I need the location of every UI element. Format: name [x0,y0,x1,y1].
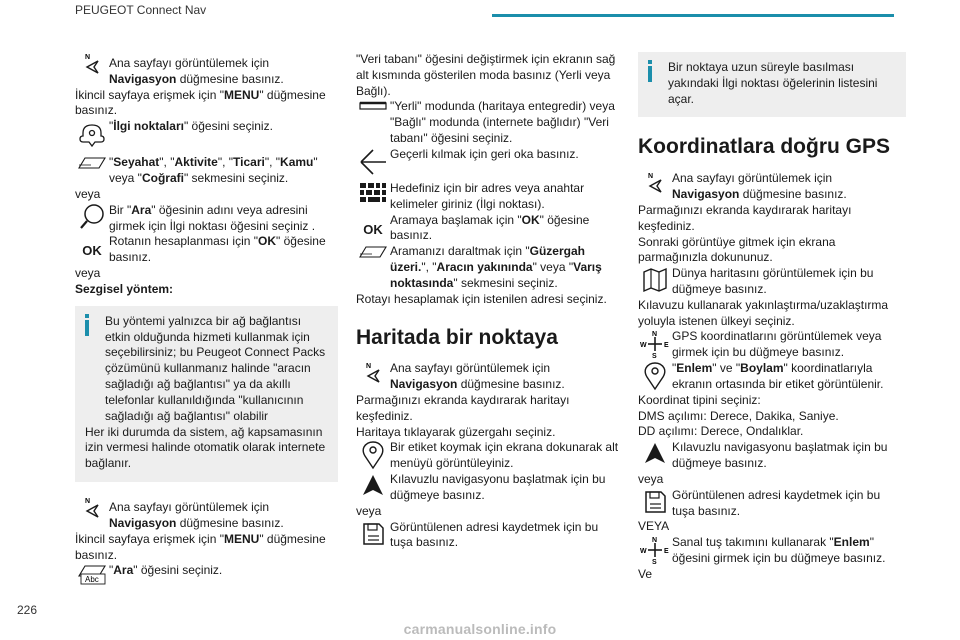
svg-text:W: W [640,342,647,350]
keyboard-icon [356,181,390,211]
save-icon [638,488,672,518]
instruction-row: Aramanızı daraltmak için "Güzergah üzeri.", "Aracın yakınında" veya "Varış noktasında" sekmesini seçiniz. [356,244,620,291]
section-title: Haritada bir noktaya [356,325,558,349]
instruction-row: Hedefiniz için bir adres veya anahtar kelimeler giriniz (İlgi noktası). [356,181,620,213]
map-icon [638,266,672,296]
nav-arrow-icon [638,171,672,201]
info-note: Bu yöntemi yalnızca bir ağ bağlantısı etkin olduğunda hizmeti kullanmak için seçebilirsiniz; bu Peugeot Connect Packs çözümünü kullanmanız halinde "aracın sağladığı ağ bağlantısı" ya da akıllı telefonlar kullanıldığında "kullanıcının sağladığı ağ bağlantısı" olabilir Her iki durumda da sistem, ağ kapsamasının izin vermesi halinde otomatik olarak internete bağlanır. [75,306,338,482]
svg-text:E: E [664,342,669,350]
svg-text:N: N [85,498,91,506]
instruction-row: OK Aramaya başlamak için "OK" öğesine basınız. [356,213,620,245]
search-icon [75,203,109,233]
instruction-row: Görüntülenen adresi kaydetmek için bu tuşa basınız. [638,488,906,520]
nav-arrow-icon [75,52,109,82]
svg-text:W: W [640,548,647,556]
instruction-row: N Ana sayfayı görüntülemek için Navigasyon düğmesine basınız. [75,52,338,88]
compass-icon [638,535,672,565]
navigate-icon [356,472,390,502]
map-pin-icon [356,440,390,470]
instruction-row: N Ana sayfayı görüntülemek için Navigasyon düğmesine basınız. [75,496,338,532]
header-rule [492,14,894,17]
instruction-row: Abc "Ara" öğesini seçiniz. [75,563,338,593]
navigate-icon [638,440,672,470]
column-2: "Veri tabanı" öğesini değiştirmek için ekranın sağ alt kısmında gösterilen moda basınız (Yerli veya Bağlı). "Yerli" modunda (haritaya entegredir) veya "Bağlı" modunda (internete bağlıdır) "Veri tabanı" öğesini seçiniz. Geçerli kılmak için geri oka basınız. Hedefiniz için bir adres veya anahtar kelimeler giriniz (İlgi noktası). OK Aramaya başlamak için "OK" öğesine basınız. Aramanızı daraltmak için "Güzergah üzeri.", "Aracın yakınında" veya "Varış noktasında" sekmesini seçiniz. Rotayı hesaplamak için istenilen adresi seçiniz. Haritada bir noktaya N Ana sayfayı görüntülemek için Navigasyon düğmesine basınız. Parmağınızı ekranda kaydırarak haritayı keşfediniz. Haritaya tıklayarak güzergahı seçiniz. Bir etiket koymak için ekrana dokunarak alt menüyü görüntüleyiniz. Kılavuzlu navigasyonu başlatmak için bu düğmeye basınız. veya Görüntülenen adresi kaydetmek için bu tuşa basınız. [356,52,619,550]
instruction-row: N S W E Sanal tuş takımını kullanarak "Enlem" öğesini girmek için bu düğmeye basınız. [640,535,886,566]
instruction-row: N S W E GPS koordinatlarını görüntülemek veya girmek için bu düğmeye basınız. [640,329,882,360]
instruction-row: "İlgi noktaları" öğesini seçiniz. [75,119,338,149]
svg-text:N: N [652,331,658,339]
instruction-row: Bir etiket koymak için ekrana dokunarak alt menüyü görüntüleyiniz. [356,440,620,472]
instruction-row: Görüntülenen adresi kaydetmek için bu tuşa basınız. [356,520,620,552]
category-tab-icon [356,244,390,274]
instruction-row: Geçerli kılmak için geri oka basınız. [356,147,620,177]
instruction-row: "Yerli" modunda (haritaya entegredir) veya "Bağlı" modunda (internete bağlıdır) "Veri tabanı" öğesini seçiniz. [356,99,620,146]
save-icon [356,520,390,550]
svg-text:Abc: Abc [85,575,99,585]
instruction-row: "Seyahat", "Aktivite", "Ticari", "Kamu" veya "Coğrafi" sekmesini seçiniz. [75,155,338,187]
map-pin-icon [638,361,672,391]
nav-arrow-icon [75,496,109,526]
column-3: Bir noktaya uzun süreyle basılması yakındaki İlgi noktası öğelerinin listesini açar. Koordinatlara doğru GPS N Ana sayfayı görüntülemek için Navigasyon düğmesine basınız. Parmağınızı ekranda kaydırarak haritayı keşfediniz. Sonraki görüntüye gitmek için ekrana parmağınızla dokununuz. Dünya haritasını görüntülemek için bu düğmeye basınız. Kılavuzu kullanarak yakınlaştırma/uzaklaştırma yoluyla istenen ülkeyi seçiniz. N S W E GPS koordinatlarını görüntülemek veya girmek için bu düğmeye basınız. "Enlem" ve "Boylam" koordinatlarıyla ekranın ortasında bir etiket görüntülenir. Koordinat tipini seçiniz: DMS açılımı: Derece, Dakika, Saniye. DD açılımı: Derece, Ondalıklar. Kılavuzlu navigasyonu başlatmak için bu düğmeye basınız. veya Görüntülenen adresi kaydetmek için bu tuşa basınız. VEYA N S W E Sanal tuş takımını kullanarak "Enlem" öğesini girmek için bu düğmeye basınız. Ve [638,52,906,583]
poi-icon [75,119,109,149]
svg-text:S: S [652,353,657,360]
page-number: 226 [17,603,38,617]
watermark: carmanualsonline.info [403,620,557,637]
compass-icon [638,329,672,359]
instruction-row: N Ana sayfayı görüntülemek için Navigasyon düğmesine basınız. [356,361,620,393]
instruction-row: N Ana sayfayı görüntülemek için Navigasyon düğmesine basınız. [638,171,906,203]
column-1: N Ana sayfayı görüntülemek için Navigasyon düğmesine basınız. İkincil sayfaya erişmek için "MENU" düğmesine basınız. "İlgi noktaları" öğesini seçiniz. "Seyahat", "Aktivite", "Ticari", "Kamu" veya "Coğrafi" sekmesini seçiniz. veya Bir "Ara" öğesinin adını veya adresini girmek için İlgi noktası öğesini seçiniz . OK Rotanın hesaplanması için "OK" öğesine basınız. veya Sezgisel yöntem: Bu yöntemi yalnızca bir ağ bağlantısı etkin olduğunda hizmeti kullanmak için seçebilirsiniz; bu Peugeot Connect Packs çözümünü kullanmanız halinde "aracın sağladığı ağ bağlantısı" ya da akıllı telefonlar kullanıldığında "kullanıcının sağladığı ağ bağlantısı" olabilir Her iki durumda da sistem, ağ kapsamasının izin vermesi halinde otomatik olarak internete bağlanır. N Ana sayfayı görüntülemek için Navigasyon düğmesine basınız. İkincil sayfaya erişmek için "MENU" düğmesine basınız. Abc "Ara" öğesini seçiniz. [75,52,338,593]
nav-arrow-icon [356,361,390,391]
svg-text:S: S [652,559,657,566]
ok-icon: OK [363,221,383,237]
svg-text:E: E [664,548,669,556]
instruction-row: OK Rotanın hesaplanması için "OK" öğesine basınız. [75,234,338,266]
section-title: Koordinatlara doğru GPS [638,135,891,159]
category-tab-icon [75,155,109,185]
instruction-row: Kılavuzlu navigasyonu başlatmak için bu düğmeye basınız. [638,440,906,472]
instruction-row: Bir "Ara" öğesinin adını veya adresini girmek için İlgi noktası öğesini seçiniz . [75,203,338,235]
instruction-row: Kılavuzlu navigasyonu başlatmak için bu düğmeye basınız. [356,472,620,504]
svg-text:N: N [648,173,654,181]
running-header: PEUGEOT Connect Nav [75,3,207,17]
abc-icon [75,563,109,593]
svg-text:N: N [85,54,91,61]
ok-icon: OK [82,243,102,259]
info-note: Bir noktaya uzun süreyle basılması yakındaki İlgi noktası öğelerinin listesini açar. [638,52,906,117]
instruction-row: "Enlem" ve "Boylam" koordinatlarıyla ekranın ortasında bir etiket görüntülenir. [638,361,906,393]
back-arrow-icon [356,147,390,177]
instruction-row: Dünya haritasını görüntülemek için bu düğmeye basınız. [638,266,906,298]
database-icon [356,99,390,129]
svg-text:N: N [652,537,658,545]
svg-text:N: N [366,363,372,371]
